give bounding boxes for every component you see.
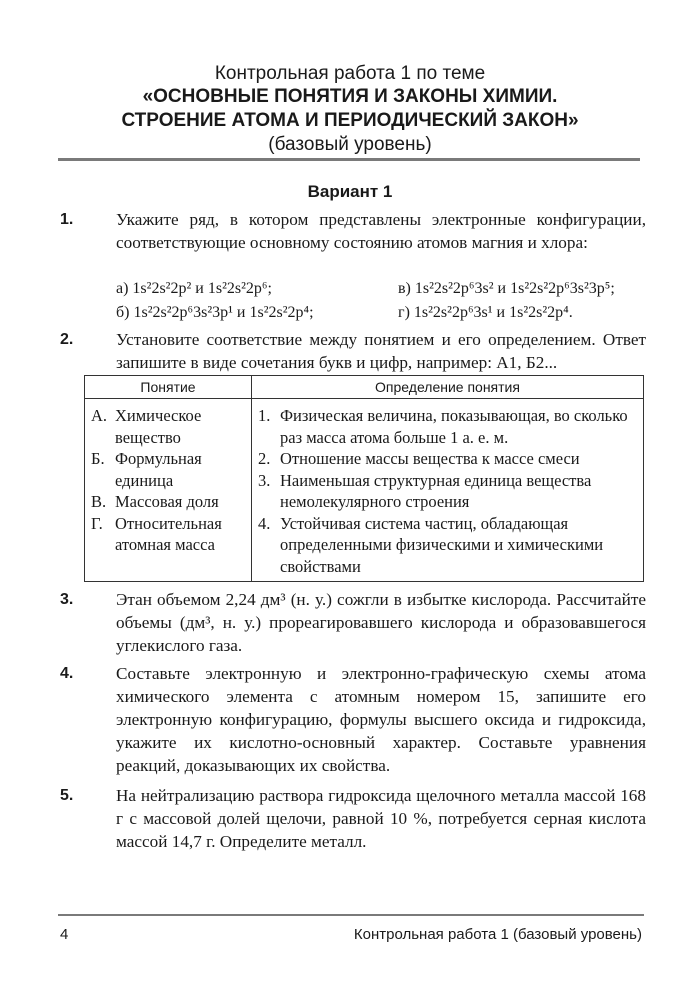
task-text: Этан объемом 2,24 дм³ (н. у.) сожгли в избытке кислорода. Рассчитайте объемы (дм³, н. у.) прореагировавшего кислорода и образовавшегося углекислого газа. — [116, 590, 646, 655]
page-number: 4 — [60, 926, 69, 943]
definition-number: 3. — [258, 470, 271, 490]
task-text: Установите соответствие между понятием и его определением. Ответ запишите в виде сочетания букв и цифр, например: А1, Б2... — [116, 330, 646, 372]
task-2 — [60, 328, 646, 374]
definitions-cell — [252, 399, 644, 582]
task-4 — [60, 662, 646, 777]
option-b: б) 1s²2s²2p⁶3s²3p¹ и 1s²2s²2p⁴; — [116, 304, 314, 321]
task-number: 3. — [60, 591, 74, 608]
task-number: 1. — [60, 211, 74, 228]
task-number: 4. — [60, 665, 74, 682]
concept-item — [91, 491, 247, 513]
concept-text: Относительная атомная масса — [115, 513, 222, 554]
task-1 — [60, 208, 646, 254]
task-text: Составьте электронную и электронно-графическую схемы атома химического элемента с атомным номером 15, запишите его электронную конфигурацию, формулы высшего оксида и гидроксида, укажите их кислотно-основный характер. Составьте уравнения реакций, доказывающих их свойства. — [116, 664, 646, 775]
task-3 — [60, 588, 646, 657]
definition-number: 1. — [258, 406, 271, 425]
definition-item — [258, 513, 639, 578]
footer-divider — [58, 914, 644, 916]
definition-text: Физическая величина, показывающая, во сколько раз масса атома больше 1 а. е. м. — [280, 406, 628, 447]
concept-item — [91, 513, 247, 556]
task-number: 5. — [60, 787, 74, 804]
definition-item — [258, 470, 639, 513]
option-v: в) 1s²2s²2p⁶3s² и 1s²2s²2p⁶3s²3p⁵; — [398, 280, 615, 297]
option-g: г) 1s²2s²2p⁶3s¹ и 1s²2s²2p⁴. — [398, 304, 573, 321]
page-header — [60, 62, 640, 156]
concept-item — [91, 448, 247, 491]
concept-letter: Г. — [91, 513, 103, 533]
definition-text: Наименьшая структурная единица вещества немолекулярного строения — [280, 470, 592, 511]
option-a: а) 1s²2s²2p² и 1s²2s²2p⁶; — [116, 280, 272, 297]
concept-letter: А. — [91, 406, 108, 425]
definition-text: Отношение массы вещества к массе смеси — [280, 449, 580, 468]
header-line-2: «ОСНОВНЫЕ ПОНЯТИЯ И ЗАКОНЫ ХИМИИ. — [142, 86, 558, 107]
definition-item — [258, 448, 639, 470]
concept-text: Формульная единица — [115, 449, 202, 490]
task-text: На нейтрализацию раствора гидроксида щелочного металла массой 168 г с массовой долей щелочи, равной 10 %, потребуется серная кислота массой 14,7 г. Определите металл. — [116, 786, 646, 851]
concept-letter: Б. — [91, 449, 105, 468]
concept-text: Массовая доля — [115, 492, 219, 511]
header-divider — [58, 158, 640, 161]
task-5 — [60, 784, 646, 853]
running-title: Контрольная работа 1 (базовый уровень) — [353, 926, 642, 943]
definition-number: 4. — [258, 513, 271, 533]
definition-item — [258, 405, 639, 448]
concept-text: Химическое вещество — [115, 406, 202, 447]
concept-letter: В. — [91, 492, 107, 511]
header-line-3: СТРОЕНИЕ АТОМА И ПЕРИОДИЧЕСКИЙ ЗАКОН» — [121, 110, 579, 131]
task-number: 2. — [60, 331, 74, 348]
header-line-1: Контрольная работа 1 по теме — [214, 63, 486, 84]
matching-table — [84, 375, 644, 582]
variant-title: Вариант 1 — [307, 182, 393, 201]
definition-text: Устойчивая система частиц, обладающая определенными физическими и химическими свойствами — [280, 513, 604, 576]
definition-number: 2. — [258, 449, 271, 468]
table-header-definition: Определение понятия — [252, 376, 644, 399]
concept-item — [91, 405, 247, 448]
header-line-4: (базовый уровень) — [268, 134, 432, 155]
table-header-concept: Понятие — [85, 376, 252, 399]
task-text: Укажите ряд, в котором представлены электронные конфигурации, соответствующие основному состоянию атомов магния и хлора: — [116, 210, 646, 252]
concepts-cell — [85, 399, 252, 582]
